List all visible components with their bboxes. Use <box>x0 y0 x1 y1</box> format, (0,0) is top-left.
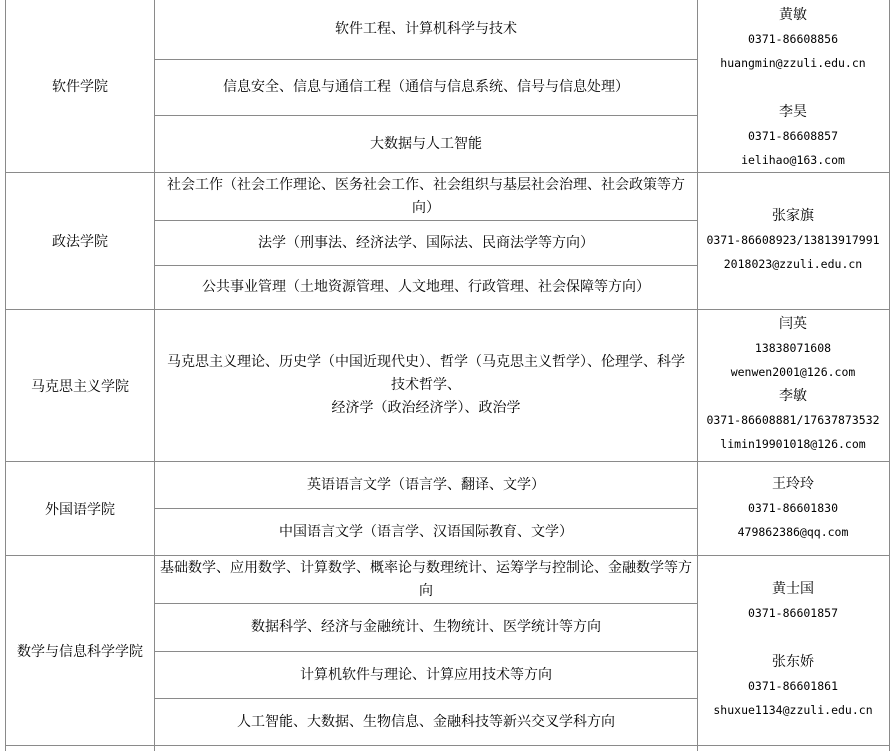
contact-phone: 0371-86601830 <box>747 501 838 515</box>
contact-phone: 0371-86608881/17637873532 <box>706 413 880 427</box>
major-cell: 数据科学、经济与金融统计、生物统计、医学统计等方向 <box>251 619 601 635</box>
major-cell: 英语语言文学（语言学、翻译、文学） <box>307 476 545 493</box>
contact-email: shuxue1134@zzuli.edu.cn <box>713 703 873 717</box>
contact-block <box>698 4 888 75</box>
contact-name: 黄敏 <box>779 7 807 23</box>
contact-email: ielihao@163.com <box>741 153 845 167</box>
contact-phone: 0371-86601857 <box>747 606 838 620</box>
contact-name: 闫英 <box>779 316 807 332</box>
college-name: 政法学院 <box>52 234 108 250</box>
contact-email: limin19901018@126.com <box>720 437 866 451</box>
major-cell: 计算机软件与理论、计算应用技术等方向 <box>300 666 552 683</box>
contact-phone: 0371-86608923/13813917991 <box>706 233 880 247</box>
contact-name: 王玲玲 <box>772 476 814 492</box>
major-line: 技术哲学、 <box>391 377 461 393</box>
major-cell: 软件工程、计算机科学与技术 <box>335 21 517 37</box>
contact-name: 李敏 <box>779 388 807 404</box>
contact-name: 张东娇 <box>772 654 814 670</box>
major-line: 经济学（政治经济学）、政治学 <box>331 400 521 416</box>
contact-block <box>698 313 888 384</box>
contact-block <box>698 473 888 544</box>
contact-email: huangmin@zzuli.edu.cn <box>720 56 866 70</box>
college-name: 软件学院 <box>52 79 108 95</box>
contact-block <box>698 578 888 625</box>
contact-block <box>698 101 888 172</box>
contact-phone: 0371-86608857 <box>747 129 838 143</box>
major-cell: 公共事业管理（土地资源管理、人文地理、行政管理、社会保障等方向） <box>202 279 650 295</box>
major-cell: 社会工作（社会工作理论、医务社会工作、社会组织与基层社会治理、社会政策等方向） <box>167 176 685 216</box>
major-cell: 中国语言文学（语言学、汉语国际教育、文学） <box>279 523 573 540</box>
contact-block <box>698 205 888 276</box>
major-cell: 信息安全、信息与通信工程（通信与信息系统、信号与信息处理） <box>223 79 629 95</box>
college-name: 数学与信息科学学院 <box>17 643 143 660</box>
grid-line <box>889 0 890 751</box>
contact-email: wenwen2001@126.com <box>730 365 856 379</box>
contact-email: 479862386@qq.com <box>737 525 849 539</box>
contact-block <box>698 385 888 456</box>
major-cell: 法学（刑事法、经济法学、国际法、民商法学等方向） <box>258 234 594 251</box>
major-cell: 基础数学、应用数学、计算数学、概率论与数理统计、运筹学与控制论、金融数学等方向 <box>160 559 692 599</box>
contact-phone: 13838071608 <box>754 341 832 355</box>
major-line: 马克思主义理论、历史学（中国近现代史）、哲学（马克思主义哲学）、伦理学、科学 <box>167 354 685 370</box>
contact-name: 李昊 <box>779 104 807 120</box>
contact-name: 张家旗 <box>772 208 814 224</box>
contact-email: 2018023@zzuli.edu.cn <box>723 257 863 271</box>
major-cell: 人工智能、大数据、生物信息、金融科技等新兴交叉学科方向 <box>237 713 615 730</box>
major-cell <box>155 310 697 461</box>
contact-phone: 0371-86608856 <box>747 32 838 46</box>
grid-line <box>5 745 890 746</box>
contact-block <box>698 651 888 722</box>
contact-phone: 0371-86601861 <box>747 679 838 693</box>
contact-name: 黄士国 <box>772 581 814 597</box>
college-name: 外国语学院 <box>45 501 115 518</box>
major-cell: 大数据与人工智能 <box>370 135 482 152</box>
college-name: 马克思主义学院 <box>31 378 129 395</box>
